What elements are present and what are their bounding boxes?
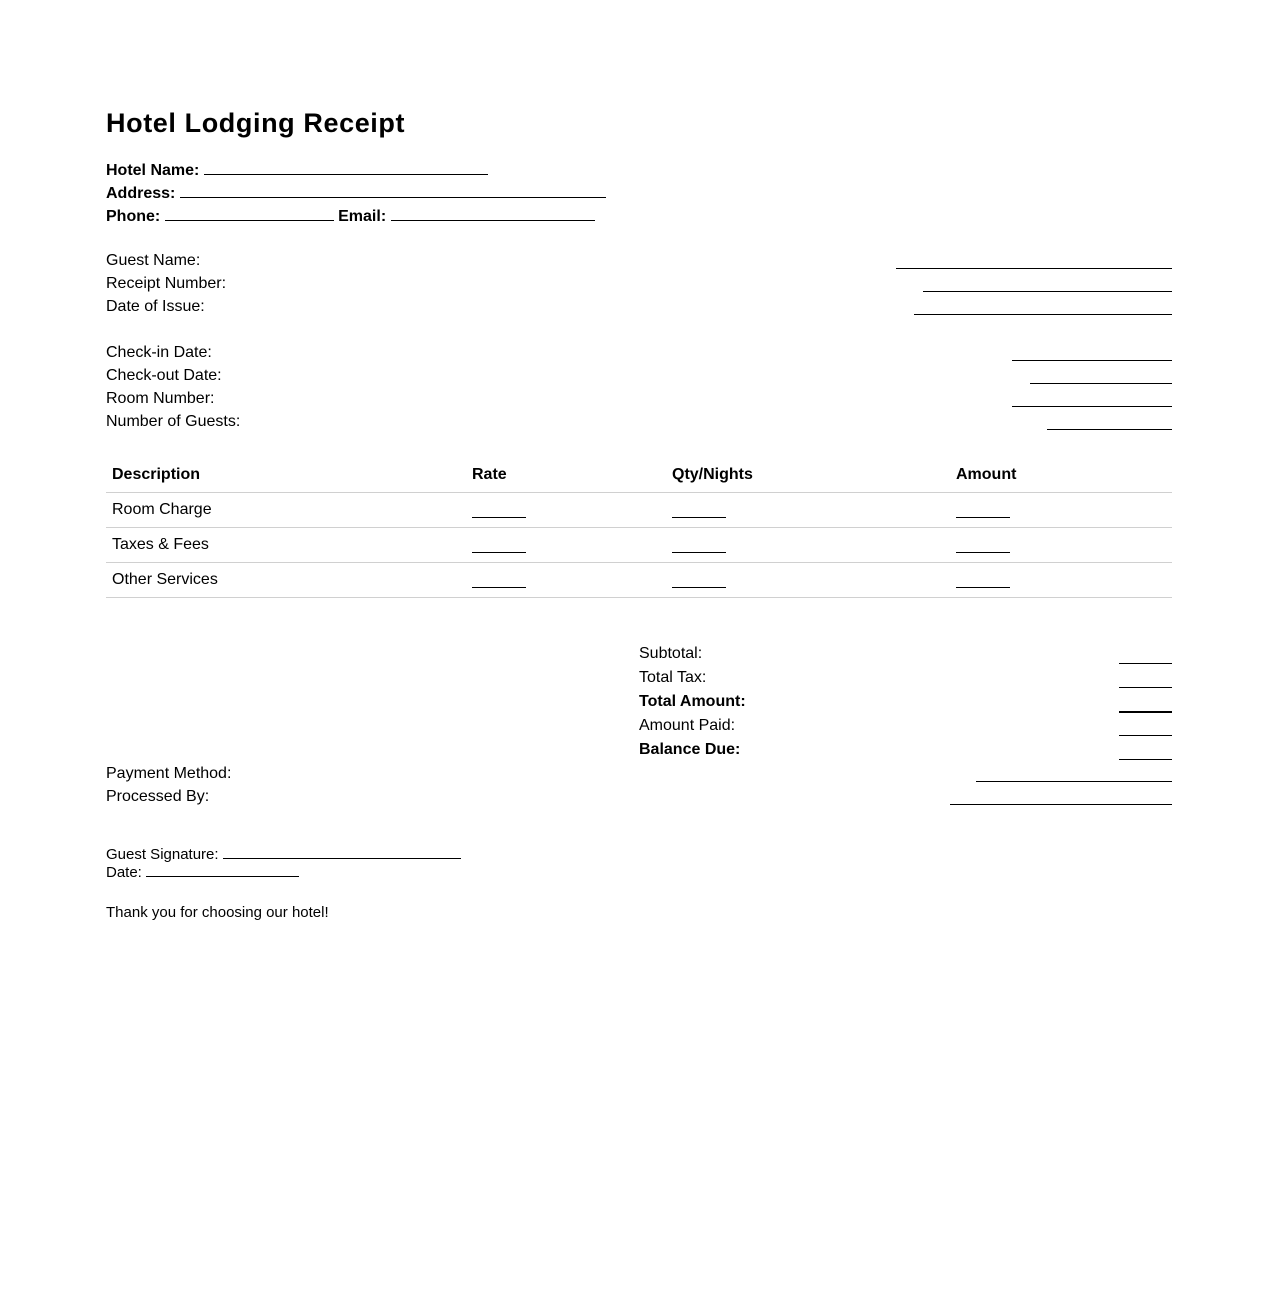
amount-paid-field[interactable]: [1119, 735, 1172, 736]
subtotal-row: [639, 644, 1172, 664]
row-description: Taxes & Fees: [106, 528, 466, 563]
processed-by-row: [106, 787, 1172, 807]
signature-date-line: [106, 862, 299, 882]
address-field[interactable]: [180, 183, 606, 198]
rate-field[interactable]: [472, 538, 526, 553]
amount-field[interactable]: [956, 573, 1010, 588]
guest-signature-field[interactable]: [223, 844, 461, 859]
amount-cell: [950, 528, 1172, 563]
page-title: Hotel Lodging Receipt: [106, 108, 406, 138]
thank-you-note: Thank you for choosing our hotel!: [106, 904, 329, 921]
room-number-label: Room Number:: [106, 390, 215, 407]
guest-name-row: [106, 251, 1172, 271]
balance-due-row: [639, 740, 1172, 760]
column-header-amount: Amount: [950, 458, 1172, 493]
check-out-row: [106, 366, 1172, 386]
amount-field[interactable]: [956, 503, 1010, 518]
rate-cell: [466, 493, 666, 528]
amount-field[interactable]: [956, 538, 1010, 553]
receipt-number-field[interactable]: [923, 291, 1172, 292]
amount-paid-row: [639, 716, 1172, 736]
table-header-row: [106, 458, 1172, 493]
processed-by-label: Processed By:: [106, 788, 210, 805]
qty-cell: [666, 528, 950, 563]
total-tax-field[interactable]: [1119, 687, 1172, 688]
check-in-field[interactable]: [1012, 360, 1172, 361]
qty-field[interactable]: [672, 503, 726, 518]
signature-date-field[interactable]: [146, 862, 299, 877]
guest-name-label: Guest Name:: [106, 252, 201, 269]
payment-method-row: [106, 764, 1172, 784]
balance-due-field[interactable]: [1119, 759, 1172, 760]
qty-field[interactable]: [672, 538, 726, 553]
total-tax-label: Total Tax:: [639, 669, 707, 686]
email-field[interactable]: [391, 206, 595, 221]
address-line: [106, 183, 606, 200]
rate-field[interactable]: [472, 503, 526, 518]
hotel-name-label: Hotel Name:: [106, 162, 200, 179]
contact-line: [106, 206, 595, 223]
receipt-number-row: [106, 274, 1172, 294]
date-of-issue-label: Date of Issue:: [106, 298, 205, 315]
guest-signature-line: [106, 844, 461, 864]
signature-date-label: Date:: [106, 864, 142, 881]
total-amount-row: [639, 692, 1172, 712]
phone-field[interactable]: [165, 206, 334, 221]
table-row: [106, 493, 1172, 528]
total-amount-field[interactable]: [1119, 711, 1172, 713]
guest-name-field[interactable]: [896, 268, 1172, 269]
qty-cell: [666, 493, 950, 528]
rate-cell: [466, 528, 666, 563]
phone-label: Phone:: [106, 208, 161, 225]
row-description: Room Charge: [106, 493, 466, 528]
balance-due-label: Balance Due:: [639, 741, 741, 758]
email-label: Email:: [338, 208, 387, 225]
charges-table: [106, 458, 1172, 598]
address-label: Address:: [106, 185, 176, 202]
total-tax-row: [639, 668, 1172, 688]
payment-method-field[interactable]: [976, 781, 1172, 782]
column-header-rate: Rate: [466, 458, 666, 493]
amount-paid-label: Amount Paid:: [639, 717, 736, 734]
number-of-guests-field[interactable]: [1047, 429, 1172, 430]
column-header-qty-nights: Qty/Nights: [666, 458, 950, 493]
amount-cell: [950, 493, 1172, 528]
subtotal-label: Subtotal:: [639, 645, 703, 662]
hotel-name-field[interactable]: [204, 160, 488, 175]
date-of-issue-row: [106, 297, 1172, 317]
check-in-row: [106, 343, 1172, 363]
guest-signature-label: Guest Signature:: [106, 846, 219, 863]
payment-method-label: Payment Method:: [106, 765, 232, 782]
check-out-field[interactable]: [1030, 383, 1172, 384]
check-in-label: Check-in Date:: [106, 344, 212, 361]
column-header-description: Description: [106, 458, 466, 493]
date-of-issue-field[interactable]: [914, 314, 1172, 315]
table-row: [106, 528, 1172, 563]
qty-cell: [666, 563, 950, 598]
room-number-field[interactable]: [1012, 406, 1172, 407]
number-of-guests-row: [106, 412, 1172, 432]
number-of-guests-label: Number of Guests:: [106, 413, 241, 430]
room-number-row: [106, 389, 1172, 409]
row-description: Other Services: [106, 563, 466, 598]
rate-cell: [466, 563, 666, 598]
amount-cell: [950, 563, 1172, 598]
hotel-name-line: [106, 160, 488, 177]
rate-field[interactable]: [472, 573, 526, 588]
processed-by-field[interactable]: [950, 804, 1172, 805]
total-amount-label: Total Amount:: [639, 693, 746, 710]
receipt-number-label: Receipt Number:: [106, 275, 227, 292]
table-row: [106, 563, 1172, 598]
subtotal-field[interactable]: [1119, 663, 1172, 664]
qty-field[interactable]: [672, 573, 726, 588]
check-out-label: Check-out Date:: [106, 367, 222, 384]
